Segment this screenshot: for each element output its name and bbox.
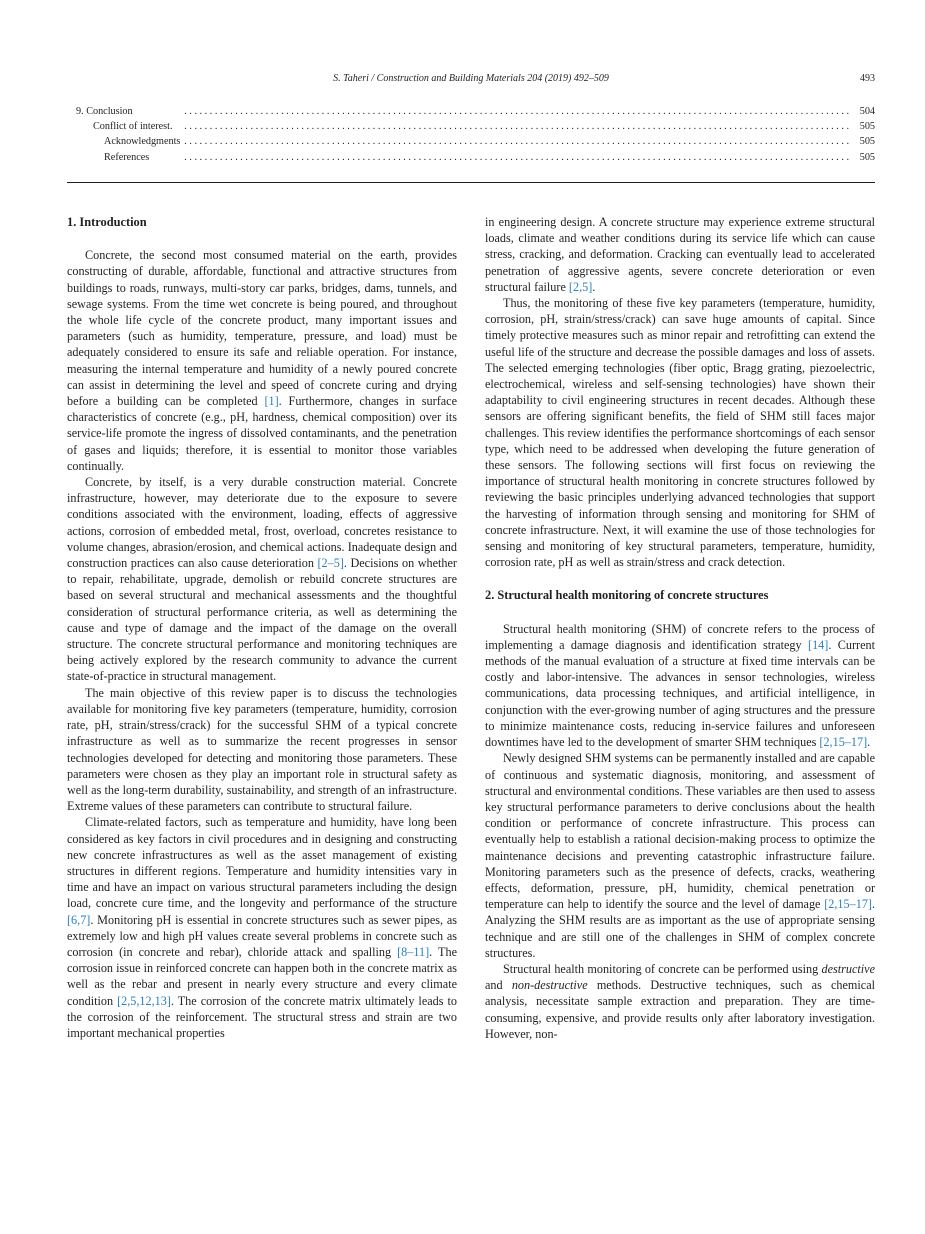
running-header <box>67 73 875 87</box>
citation-link[interactable]: [14] <box>808 637 829 652</box>
paragraph: Structural health monitoring (SHM) of concrete refers to the process of implementing a damage diagnosis and identification strategy [14]. Current methods of the manual evaluation of a structure at fixed time intervals can be costly and labor-intensive. The advances in sensor technologies, wireless communications, data processing techniques, and artificial intelligence, in conjunction with the ever-growing number of aging structures and the pressure to minimize maintenance costs, reducing in-service failures and unforeseen downtimes have led to the development of smarter SHM techniques [2,15–17]. <box>485 621 876 750</box>
toc-leader-dots: . . . . . . . . . . . . . . . . . . . . . . . . . . . . . . . . . . . . . . . . . . . . . . . . . . . . . . . . . . . . . . . . . . . . . . . . . . . . . . . . . . . . . . . . . . . . . . . . . . . . . . . . . . . . . . . . . . . . . . . . . . . . . . . . . . . <box>184 121 849 133</box>
citation-link[interactable]: [1] <box>264 394 279 409</box>
citation-link[interactable]: [2,5] <box>568 279 593 294</box>
citation-link[interactable]: [2,5,12,13] <box>117 993 171 1008</box>
table-of-contents <box>67 104 875 165</box>
paragraph: Newly designed SHM systems can be permanently installed and are capable of continuous and systematic diagnosis, monitoring, and assessment of structural and environmental conditions. These variables are then used to assess key structural performance parameters to derive conclusions about the health condition or performance of concrete infrastructure. This process can eventually help to establish a rational decision-making process to optimize the maintenance decisions and preventing catastrophic infrastructure failure. Monitoring parameters such as the presence of defects, cracks, weathering effects, deformation, pressure, pH, humidity, chemical penetration or temperature can help to identify the source and the level of damage [2,15–17]. Analyzing the SHM results are as important as the use of appropriate sensing technique and are still one of the challenges in SHM of complex concrete structures. <box>485 751 875 960</box>
paragraph: Concrete, by itself, is a very durable construction material. Concrete infrastructure, however, may deteriorate due to the exposure to severe conditions associated with the environment, loading, effects of aggressive actions, corrosion of embedded metal, frost, overload, concretes resistance to volume changes, abrasion/erosion, and chemical actions. Inadequate design and construction practices can also cause deterioration [2–5]. Decisions on whether to repair, rehabilitate, upgrade, demolish or rebuild concrete structures are based on several structural and mechanical assessments and the thoughtful consideration of structural performance criteria, as well as determining the cause and type of damage and the impact of the damage on the overall structure. The concrete structural performance and monitoring techniques are being actively explored by the research community to advance the current state-of-practice in structural management. <box>67 475 457 684</box>
paragraph: Structural health monitoring of concrete can be performed using destructive and non-destructive methods. Destructive techniques, such as chemical analysis, necessitate sample extraction and preparation. They are time-consuming, expensive, and provide results only after laboratory investigation. However, non- <box>485 961 875 1041</box>
toc-entry-label: 9. Conclusion <box>76 104 135 119</box>
toc-entry-label: Conflict of interest. <box>93 119 175 134</box>
toc-entry[interactable] <box>67 150 875 165</box>
toc-entry-label: Acknowledgments <box>104 134 182 149</box>
right-column <box>485 214 875 1042</box>
paragraph: Thus, the monitoring of these five key parameters (temperature, humidity, corrosion, pH, strain/stress/crack) can save huge amounts of capital. Since timely protective measures such as minor repair and retrofitting can extend the useful life of the structure and decrease the possible damages and loss of assets. The selected emerging technologies (fiber optic, Bragg grating, piezoelectric, electrochemical, wireless and self-sensing technologies) have shown their adaptability to civil engineering structures in recent decades. Although these sensors are offering significant benefits, the field of SHM still faces major challenges. This review identifies the performance shortcomings of each sensor type, which need to be addressed when developing the future generation of these sensors. The following sections will first focus on reviewing the importance of structural health monitoring in concrete structures followed by reviewing the basic principles underlying advanced technologies that support the harvesting of information through sensing and monitoring for SHM of concrete infrastructure. Next, it will examine the use of those technologies for sensing and monitoring of key structural parameters, temperature, humidity, corrosion rate, pH as well as strain/stress and crack detection. <box>485 296 875 570</box>
citation-link[interactable]: [2,15–17] <box>824 897 872 912</box>
toc-leader-dots: . . . . . . . . . . . . . . . . . . . . . . . . . . . . . . . . . . . . . . . . . . . . . . . . . . . . . . . . . . . . . . . . . . . . . . . . . . . . . . . . . . . . . . . . . . . . . . . . . . . . . . . . . . . . . . . . . . . . . . . . . . . . . . . . . . . <box>184 106 849 117</box>
paragraph: Concrete, the second most consumed material on the earth, provides constructing of durable, affordable, functional and attractive structures from buildings to roads, runways, multi-story car parks, bridges, dams, tunnels, and sewage systems. From the time wet concrete is being poured, and throughout the whole life cycle of the concrete product, many important issues and parameters (such as humidity, temperature, pressure, and load) must be adequately considered to ensure its safe and reliable operation. For instance, measuring the internal temperature and humidity of a newly poured concrete can assist in determining the level and speed of concrete curing and drying before a building can be completed [1]. Furthermore, changes in surface characteristics of concrete (e.g., pH, hardness, chemical composition) over its service-life promote the ingress of dissolved contaminants, and the penetration of gases and liquids; therefore, it is essential to monitor those variables continually. <box>67 248 457 473</box>
section-divider <box>67 182 875 183</box>
toc-entry-page: 505 <box>857 134 875 149</box>
toc-entry[interactable] <box>67 134 875 149</box>
citation-link[interactable]: [8–11] <box>397 944 430 959</box>
toc-entry[interactable] <box>67 104 875 119</box>
section-heading-introduction: 1. Introduction <box>67 215 147 229</box>
page-number: 493 <box>860 73 875 84</box>
citation-link[interactable]: [2–5] <box>317 556 344 571</box>
citation-link[interactable]: [6,7] <box>67 912 91 927</box>
left-column <box>67 214 457 1041</box>
paragraph: The main objective of this review paper is to discuss the technologies available for monitoring five key parameters (temperature, humidity, corrosion rate, pH, strain/stress/crack) for the successful SHM of a typical concrete infrastructure as well as to summarize the recent progresses in sensor technologies developed for detecting and monitoring those parameters. These parameters were chosen as they play an important role in structural safety as well as the long-term durability, sustainability, and strength of an infrastructure. Extreme values of these parameters can contribute to structural failure. <box>67 685 457 814</box>
citation-link[interactable]: [2,15–17] <box>819 735 868 750</box>
toc-leader-dots: . . . . . . . . . . . . . . . . . . . . . . . . . . . . . . . . . . . . . . . . . . . . . . . . . . . . . . . . . . . . . . . . . . . . . . . . . . . . . . . . . . . . . . . . . . . . . . . . . . . . . . . . . . . . . . . . . . . . . . . . . . . . . . . . . . . <box>184 151 849 163</box>
paragraph: Climate-related factors, such as temperature and humidity, have long been considered as key factors in civil procedures and in designing and constructing new concrete infrastructures as well as the asset management of existing structures in different regions. Temperature and humidity intensities vary in time and have an impact on various structural parameters including the design load, concrete cure time, and the longevity and performance of the structure [6,7]. Monitoring pH is essential in concrete structures such as sewer pipes, as extremely low and high pH values create several problems in concrete such as corrosion (in concrete and rebar), chloride attack and spalling [8–11]. The corrosion issue in reinforced concrete can happen both in the concrete matrix as well as the rebar and present in nearly every structure and every climate condition [2,5,12,13]. The corrosion of the concrete matrix ultimately leads to the corrosion of the reinforcement. The structural stress and strain are two important mechanical properties <box>67 815 457 1040</box>
toc-entry[interactable] <box>67 119 875 134</box>
paragraph-continued: in engineering design. A concrete structure may experience extreme structural loads, climate and weather conditions during its service life which can cause stress, cracking, and deformation. Cracking can eventually lead to accelerated penetration of aggressive agents, severe concrete deterioration or even structural failure [2,5]. <box>485 215 875 294</box>
toc-entry-label: References <box>104 150 151 165</box>
toc-entry-page: 505 <box>857 119 875 134</box>
toc-entry-page: 504 <box>857 104 875 119</box>
journal-citation: S. Taheri / Construction and Building Materials 204 (2019) 492–509 <box>333 73 609 84</box>
section-heading-shm: 2. Structural health monitoring of concrete structures <box>485 588 769 603</box>
toc-leader-dots: . . . . . . . . . . . . . . . . . . . . . . . . . . . . . . . . . . . . . . . . . . . . . . . . . . . . . . . . . . . . . . . . . . . . . . . . . . . . . . . . . . . . . . . . . . . . . . . . . . . . . . . . . . . . . . . . . . . . . . . . . . . . . . . . . . . <box>184 136 849 148</box>
toc-entry-page: 505 <box>857 150 875 165</box>
